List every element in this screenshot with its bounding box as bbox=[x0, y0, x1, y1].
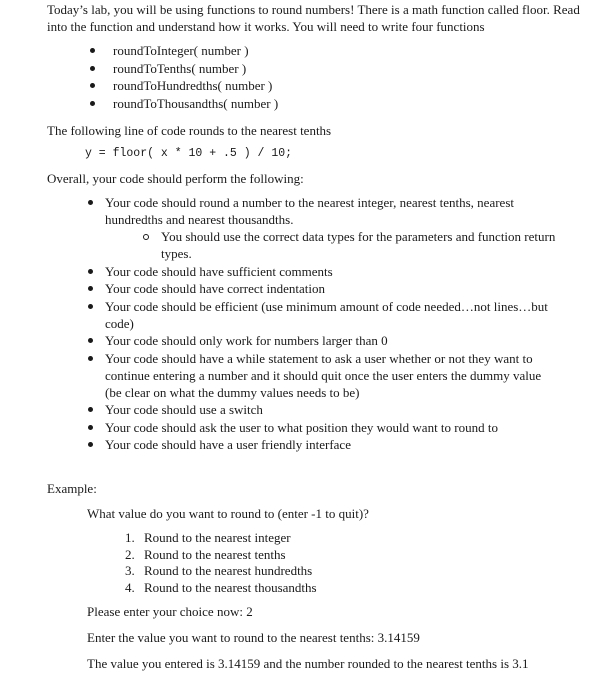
sub-requirement-item: You should use the correct data types for the parameters and function return types. bbox=[143, 228, 558, 262]
option-number: 4. bbox=[125, 579, 135, 595]
requirement-item: Your code should ask the user to what position they would want to round to bbox=[88, 419, 558, 436]
option-item bbox=[125, 562, 317, 579]
sub-requirement-list bbox=[143, 228, 558, 262]
option-text: Round to the nearest hundredths bbox=[144, 563, 313, 578]
requirement-item bbox=[88, 194, 558, 262]
option-item bbox=[125, 546, 317, 563]
function-item: roundToThousandths( number ) bbox=[90, 95, 278, 113]
code-intro-text: The following line of code rounds to the nearest tenths bbox=[47, 123, 332, 138]
example-label: Example: bbox=[47, 481, 97, 496]
option-text: Round to the nearest tenths bbox=[144, 546, 286, 562]
function-list bbox=[90, 42, 278, 112]
example-enter-line: Enter the value you want to round to the nearest tenths: 3.14159 bbox=[87, 630, 420, 645]
example-question: What value do you want to round to (enter -1 to quit)? bbox=[87, 506, 369, 521]
example-result-line: The value you entered is 3.14159 and the number rounded to the nearest tenths is 3.1 bbox=[87, 656, 529, 671]
function-item: roundToInteger( number ) bbox=[90, 42, 278, 60]
option-text: Round to the nearest thousandths bbox=[144, 579, 317, 595]
requirement-item: Your code should have correct indentation bbox=[88, 280, 558, 297]
requirement-item: Your code should be efficient (use minimum amount of code needed…not lines…but code) bbox=[88, 298, 558, 332]
option-number: 1. bbox=[125, 530, 135, 545]
requirement-item: Your code should have a while statement to ask a user whether or not they want to continue entering a number and it should quit once the user enters the dummy value (be clear on what the dummy values needs to be) bbox=[88, 350, 558, 401]
function-item: roundToTenths( number ) bbox=[90, 60, 278, 78]
code-line: y = floor( x * 10 + .5 ) / 10; bbox=[85, 147, 293, 160]
example-options-list bbox=[125, 529, 317, 595]
example-choice-line: Please enter your choice now: 2 bbox=[87, 604, 253, 619]
option-number: 2. bbox=[125, 546, 135, 562]
option-text: Round to the nearest integer bbox=[144, 530, 291, 545]
option-item bbox=[125, 579, 317, 596]
requirement-item: Your code should only work for numbers larger than 0 bbox=[88, 332, 558, 349]
overall-heading: Overall, your code should perform the following: bbox=[47, 171, 304, 186]
option-item bbox=[125, 529, 317, 546]
requirement-item: Your code should use a switch bbox=[88, 401, 558, 418]
requirement-item: Your code should have a user friendly interface bbox=[88, 436, 558, 453]
function-item: roundToHundredths( number ) bbox=[90, 77, 278, 95]
requirement-item: Your code should have sufficient comments bbox=[88, 263, 558, 280]
intro-paragraph: Today’s lab, you will be using functions to round numbers! There is a math function called floor. Read into the function and understand how it works. You will need to write four functions bbox=[47, 2, 580, 34]
requirement-text: Your code should round a number to the nearest integer, nearest tenths, nearest hundredths and nearest thousandths. bbox=[105, 195, 514, 227]
option-number: 3. bbox=[125, 563, 135, 578]
requirements-list bbox=[88, 194, 558, 454]
